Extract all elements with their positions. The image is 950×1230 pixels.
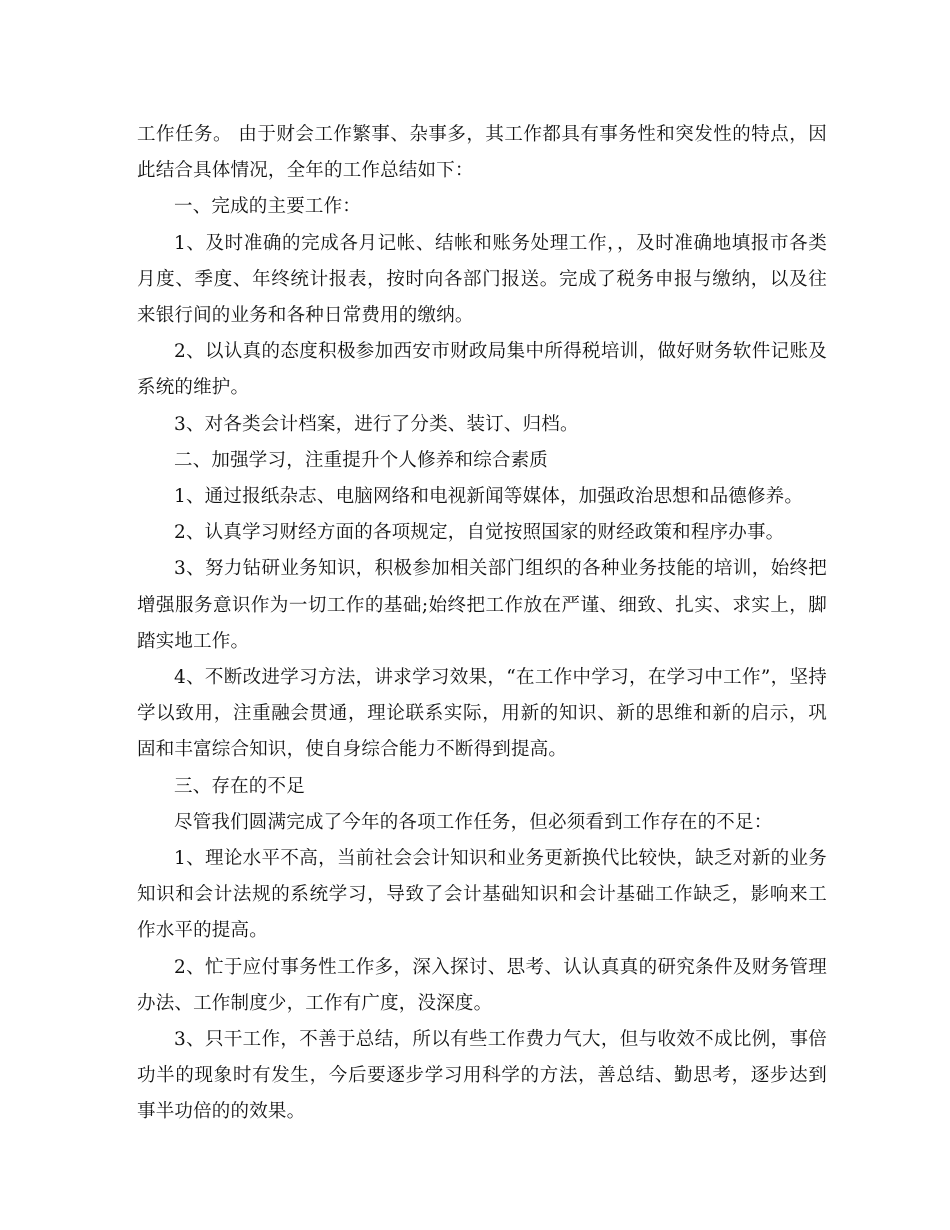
heading-study: 二、加强学习，注重提升个人修养和综合素质 — [174, 449, 549, 471]
document-body — [137, 117, 827, 1131]
paragraph-shortcoming-item-1: 1、理论水平不高，当前社会会计知识和业务更新换代比较快，缺乏对新的业务知识和会计法规的系统学习，导致了会计基础知识和会计基础工作缺乏，影响来工作水平的提高。 — [137, 848, 827, 942]
paragraph-shortcomings-intro: 尽管我们圆满完成了今年的各项工作任务，但必须看到工作存在的不足： — [174, 811, 773, 833]
paragraph-work-item-3: 3、对各类会计档案，进行了分类、装订、归档。 — [174, 413, 579, 435]
paragraph-work-item-2: 2、以认真的态度积极参加西安市财政局集中所得税培训，做好财务软件记账及系统的维护。 — [137, 341, 827, 399]
heading-shortcomings: 三、存在的不足 — [174, 775, 305, 797]
paragraph-study-item-2: 2、认真学习财经方面的各项规定，自觉按照国家的财经政策和程序办事。 — [174, 522, 785, 544]
paragraph-shortcoming-item-3: 3、只干工作，不善于总结，所以有些工作费力气大，但与收效不成比例，事倍功半的现象时有发生，今后要逐步学习用科学的方法，善总结、勤思考，逐步达到事半功倍的的效果。 — [137, 1029, 827, 1123]
paragraph-study-item-3: 3、努力钻研业务知识，积极参加相关部门组织的各种业务技能的培训，始终把增强服务意识作为一切工作的基础;始终把工作放在严谨、细致、扎实、求实上，脚踏实地工作。 — [137, 558, 827, 652]
paragraph-intro: 工作任务。 由于财会工作繁事、杂事多，其工作都具有事务性和突发性的特点，因此结合具体情况，全年的工作总结如下： — [137, 124, 827, 182]
heading-main-work: 一、完成的主要工作： — [174, 196, 362, 218]
paragraph-study-item-1: 1、通过报纸杂志、电脑网络和电视新闻等媒体，加强政治思想和品德修养。 — [174, 486, 804, 508]
paragraph-work-item-1: 1、及时准确的完成各月记帐、结帐和账务处理工作，，及时准确地填报市各类月度、季度、年终统计报表，按时向各部门报送。完成了税务申报与缴纳，以及往来银行间的业务和各种日常费用的缴纳。 — [137, 232, 827, 327]
paragraph-study-item-4: 4、不断改进学习方法，讲求学习效果，“在工作中学习，在学习中工作”，坚持学以致用，注重融会贯通，理论联系实际，用新的知识、新的思维和新的启示，巩固和丰富综合知识，使自身综合能力不断得到提高。 — [137, 667, 827, 761]
paragraph-shortcoming-item-2: 2、忙于应付事务性工作多，深入探讨、思考、认认真真的研究条件及财务管理办法、工作制度少，工作有广度，没深度。 — [137, 956, 827, 1014]
